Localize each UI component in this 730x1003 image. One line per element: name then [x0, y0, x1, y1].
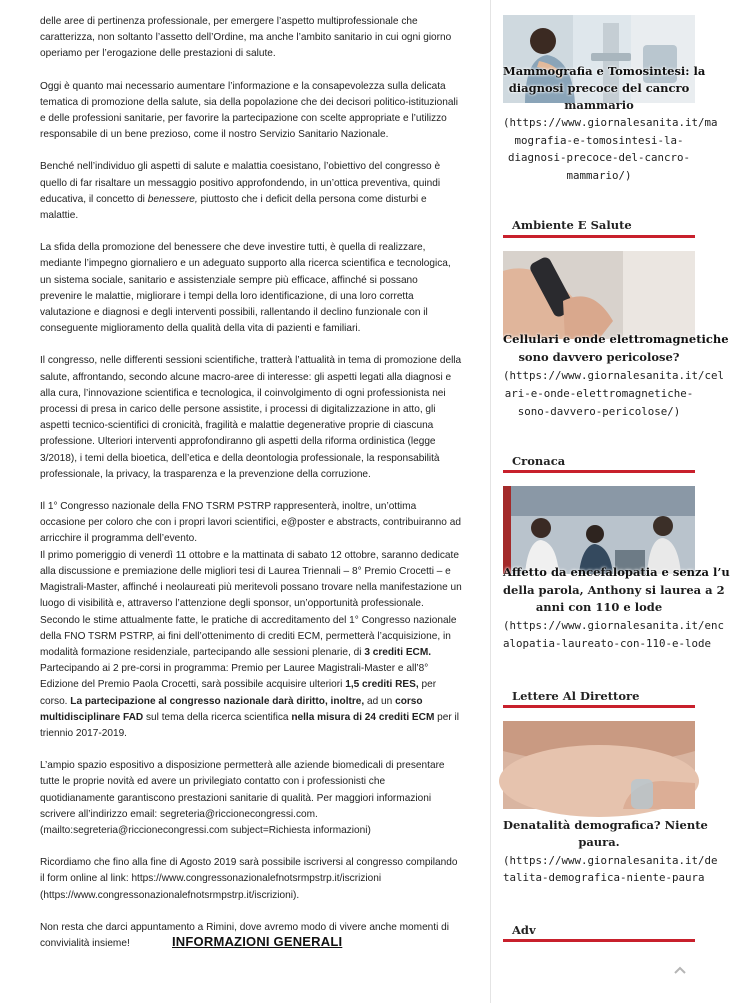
widget-rule [503, 705, 695, 708]
text-run: Benché nell’individuo gli aspetti di salute e malattia coesistano, l’obiettivo del congresso è quello di far risaltare un messaggio positivo approfondendo, in un’ottica preventiva, quindi educativa, il concetto di [40, 161, 441, 205]
widget-rule [503, 470, 695, 473]
post-url-line[interactable]: (https://www.giornalesanita.it/cel [503, 369, 725, 382]
post-url-line[interactable]: talita-demografica-niente-paura [503, 871, 705, 884]
article-paragraph [40, 613, 462, 743]
post-title-line[interactable]: anni con 110 e lode [535, 600, 663, 614]
text-strong: corso multidisciplinare FAD [40, 695, 423, 723]
post-thumbnail-belly[interactable] [503, 721, 695, 809]
widget-title-adv: Adv [512, 923, 536, 937]
text-run: per corso. [40, 679, 437, 707]
text-strong: La partecipazione al congresso nazionale darà diritto, inoltre, [70, 695, 365, 707]
article-paragraph: Non resta che darci appuntamento a Rimini, dove avremo modo di vivere anche momenti di convivialità insieme! [40, 921, 450, 949]
graduation-image [503, 486, 695, 574]
post-thumbnail-phone[interactable] [503, 251, 695, 339]
sidebar [503, 0, 730, 1003]
article-paragraph: Oggi è quanto mai necessario aumentare l’informazione e la consapevolezza sulla delicata tematica di promozione della salute, sia della popolazione che dei decisori politico-istituzionali e delle professioni sanitarie, per favorire la partecipazione con scelte appropriate e l’utilizzo responsabile di un bene prezioso, come il nostro Servizio Sanitario Nazionale. [40, 80, 459, 141]
post-url-line[interactable]: alopatia-laureato-con-110-e-lode [503, 637, 712, 650]
post-title-line[interactable]: paura. [578, 835, 620, 849]
article-paragraph: Il 1° Congresso nazionale della FNO TSRM PSTRP rappresenterà, inoltre, un’ottima occasione per coloro che con i propri lavori scientifici, e@poster e abstracts, contribuiranno ad arricchire il programma dell’evento. [40, 501, 461, 545]
article-paragraph: L’ampio spazio espositivo a disposizione permetterà alle aziende biomedicali di presentare tutte le proprie novità ed avere un privilegiato contatto con i professionisti che quotidianamente garantiscono prestazioni sanitarie di qualità. Per maggiori informazioni scrivere all’indirizzo email: segreteria@riccionecongressi.com. (mailto:segreteria@riccionecongressi.com subject=Richiesta informazioni) [40, 760, 445, 836]
pregnancy-image [503, 721, 695, 809]
post-title-line[interactable]: Affetto da encefalopatia e senza l’u [503, 565, 730, 579]
post-thumbnail-graduation[interactable] [503, 486, 695, 574]
post-title-line[interactable]: diagnosi precoce del cancro [508, 81, 690, 95]
post-title-line[interactable]: Denatalità demografica? Niente [503, 818, 708, 832]
post-title-line[interactable]: mammario [564, 98, 634, 112]
text-run: Partecipando ai 2 pre-corsi in programma: Premio per Lauree Magistrali-Master e all’8° Edizione del Premio Paola Crocetti, sarà possibile acquisire ulteriori [40, 663, 429, 691]
text-strong: nella misura di 24 crediti ECM [291, 711, 435, 723]
column-divider [490, 0, 491, 1003]
widget-rule [503, 235, 695, 238]
text-run: piuttosto che i deficit della persona come disturbi e malattie. [40, 193, 427, 222]
info-heading: INFORMAZIONI GENERALI [172, 934, 343, 949]
widget-rule [503, 939, 695, 942]
article-paragraph: Il primo pomeriggio di venerdì 11 ottobre e la mattinata di sabato 12 ottobre, saranno dedicate alla discussione e premiazione delle migliori tesi di Laurea Triennali – 8° Premio Crocetti – e Magistrali-Master, affinché i neolaureati più meritevoli possano trovare nella manifestazione un luogo di visibilità e, attraverso l’attenzione degli sponsor, un’opportunità professionale. [40, 549, 462, 610]
post-url-line[interactable]: (https://www.giornalesanita.it/ma [503, 116, 718, 129]
post-title-line[interactable]: sono davvero pericolose? [518, 350, 680, 364]
article-body [40, 14, 462, 968]
text-strong: 3 crediti ECM. [364, 646, 432, 658]
post-title-line[interactable]: Mammografia e Tomosintesi: la [503, 64, 706, 78]
post-title-line[interactable]: Cellulari e onde elettromagnetiche [503, 332, 729, 346]
chevron-up-icon [672, 962, 688, 978]
text-run: Secondo le stime attualmente fatte, le pratiche di accreditamento del 1° Congresso nazionale della FNO TSRM PSTRP, ai fini dell’ottenimento di crediti ECM, permetterà l’acquisizione, in modalità formazione residenziale, partecipando alle sessioni plenarie, di [40, 614, 457, 658]
post-url-line[interactable]: mammario/) [566, 169, 632, 182]
scroll-to-top-button[interactable] [672, 962, 688, 978]
text-run: ad un [364, 695, 396, 707]
text-strong: 1,5 crediti RES, [345, 679, 419, 691]
text-run: per il triennio 2017-2019. [40, 711, 460, 739]
text-emphasis: benessere, [147, 193, 198, 205]
post-url-line[interactable]: mografia-e-tomosintesi-la- [514, 134, 684, 147]
article-paragraph: delle aree di pertinenza professionale, per emergere l’aspetto multiprofessionale che caratterizza, non soltanto l’assetto dell’Ordine, ma anche l’ambito sanitario in cui ogni giorno operiamo per l’erogazione delle prestazioni di salute. [40, 16, 452, 60]
post-title-line[interactable]: della parola, Anthony si laurea a 2 [503, 583, 725, 597]
post-url-line[interactable]: (https://www.giornalesanita.it/enc [503, 619, 725, 632]
text-run: sul tema della ricerca scientifica [143, 711, 292, 723]
post-url-line[interactable]: diagnosi-precoce-del-cancro- [507, 151, 690, 164]
widget-title-cronaca: Cronaca [512, 454, 566, 468]
article-paragraph: Ricordiamo che fino alla fine di Agosto 2019 sarà possibile iscriversi al congresso compilando il form online al link: https://www.congressonazionalefnotsrmpstrp.it/iscrizioni (https://www.congressonazionalefnotsrmpstrp.it/iscrizioni). [40, 857, 458, 901]
widget-title-ambiente: Ambiente E Salute [512, 218, 632, 232]
article-paragraph: La sfida della promozione del benessere che deve investire tutti, è quella di realizzare, mediante l’impegno giornaliero e un adeguato supporto alla ricerca scientifica e tecnologica, un sistema sociale, sanitario e assistenziale sempre più efficace, affinché si possano prevenire le malattie, migliorare i tempi della loro identificazione, di una loro corretta valutazione e diagnosi e degli interventi possibili, rallentando il declino funzionale con il conseguente miglioramento della qualità della vita di pazienti e familiari. [40, 242, 451, 335]
widget-title-lettere: Lettere Al Direttore [512, 689, 640, 703]
post-url-line[interactable]: ari-e-onde-elettromagnetiche- [504, 387, 694, 400]
post-url-line[interactable]: sono-davvero-pericolose/) [517, 405, 681, 418]
post-url-line[interactable]: (https://www.giornalesanita.it/de [503, 854, 718, 867]
article-paragraph [40, 159, 462, 224]
article-paragraph: Il congresso, nelle differenti sessioni scientifiche, tratterà l’attualità in tema di promozione della salute, affrontando, secondo alcune macro-aree di interesse: gli aspetti legati alla diagnosi e alla cura, l’innovazione scientifica e tecnologica, il coinvolgimento di ogni professionista nei processi di presa in carico delle persone assistite, i processi di digitalizzazione in atto, gli aspetti tecnico-scientifici di cronicità, fragilità e malattie degenerative proprie di ciascuna professione. Ulteriori interventi approfondiranno gli aspetti della riforma ordinistica (legge 3/2018), i temi della bioetica, dell’etica e della deontologia professionale, la responsabilità professionale, la privacy, la trasparenza e la prevenzione della corruzione. [40, 355, 462, 480]
phone-image [503, 251, 695, 339]
